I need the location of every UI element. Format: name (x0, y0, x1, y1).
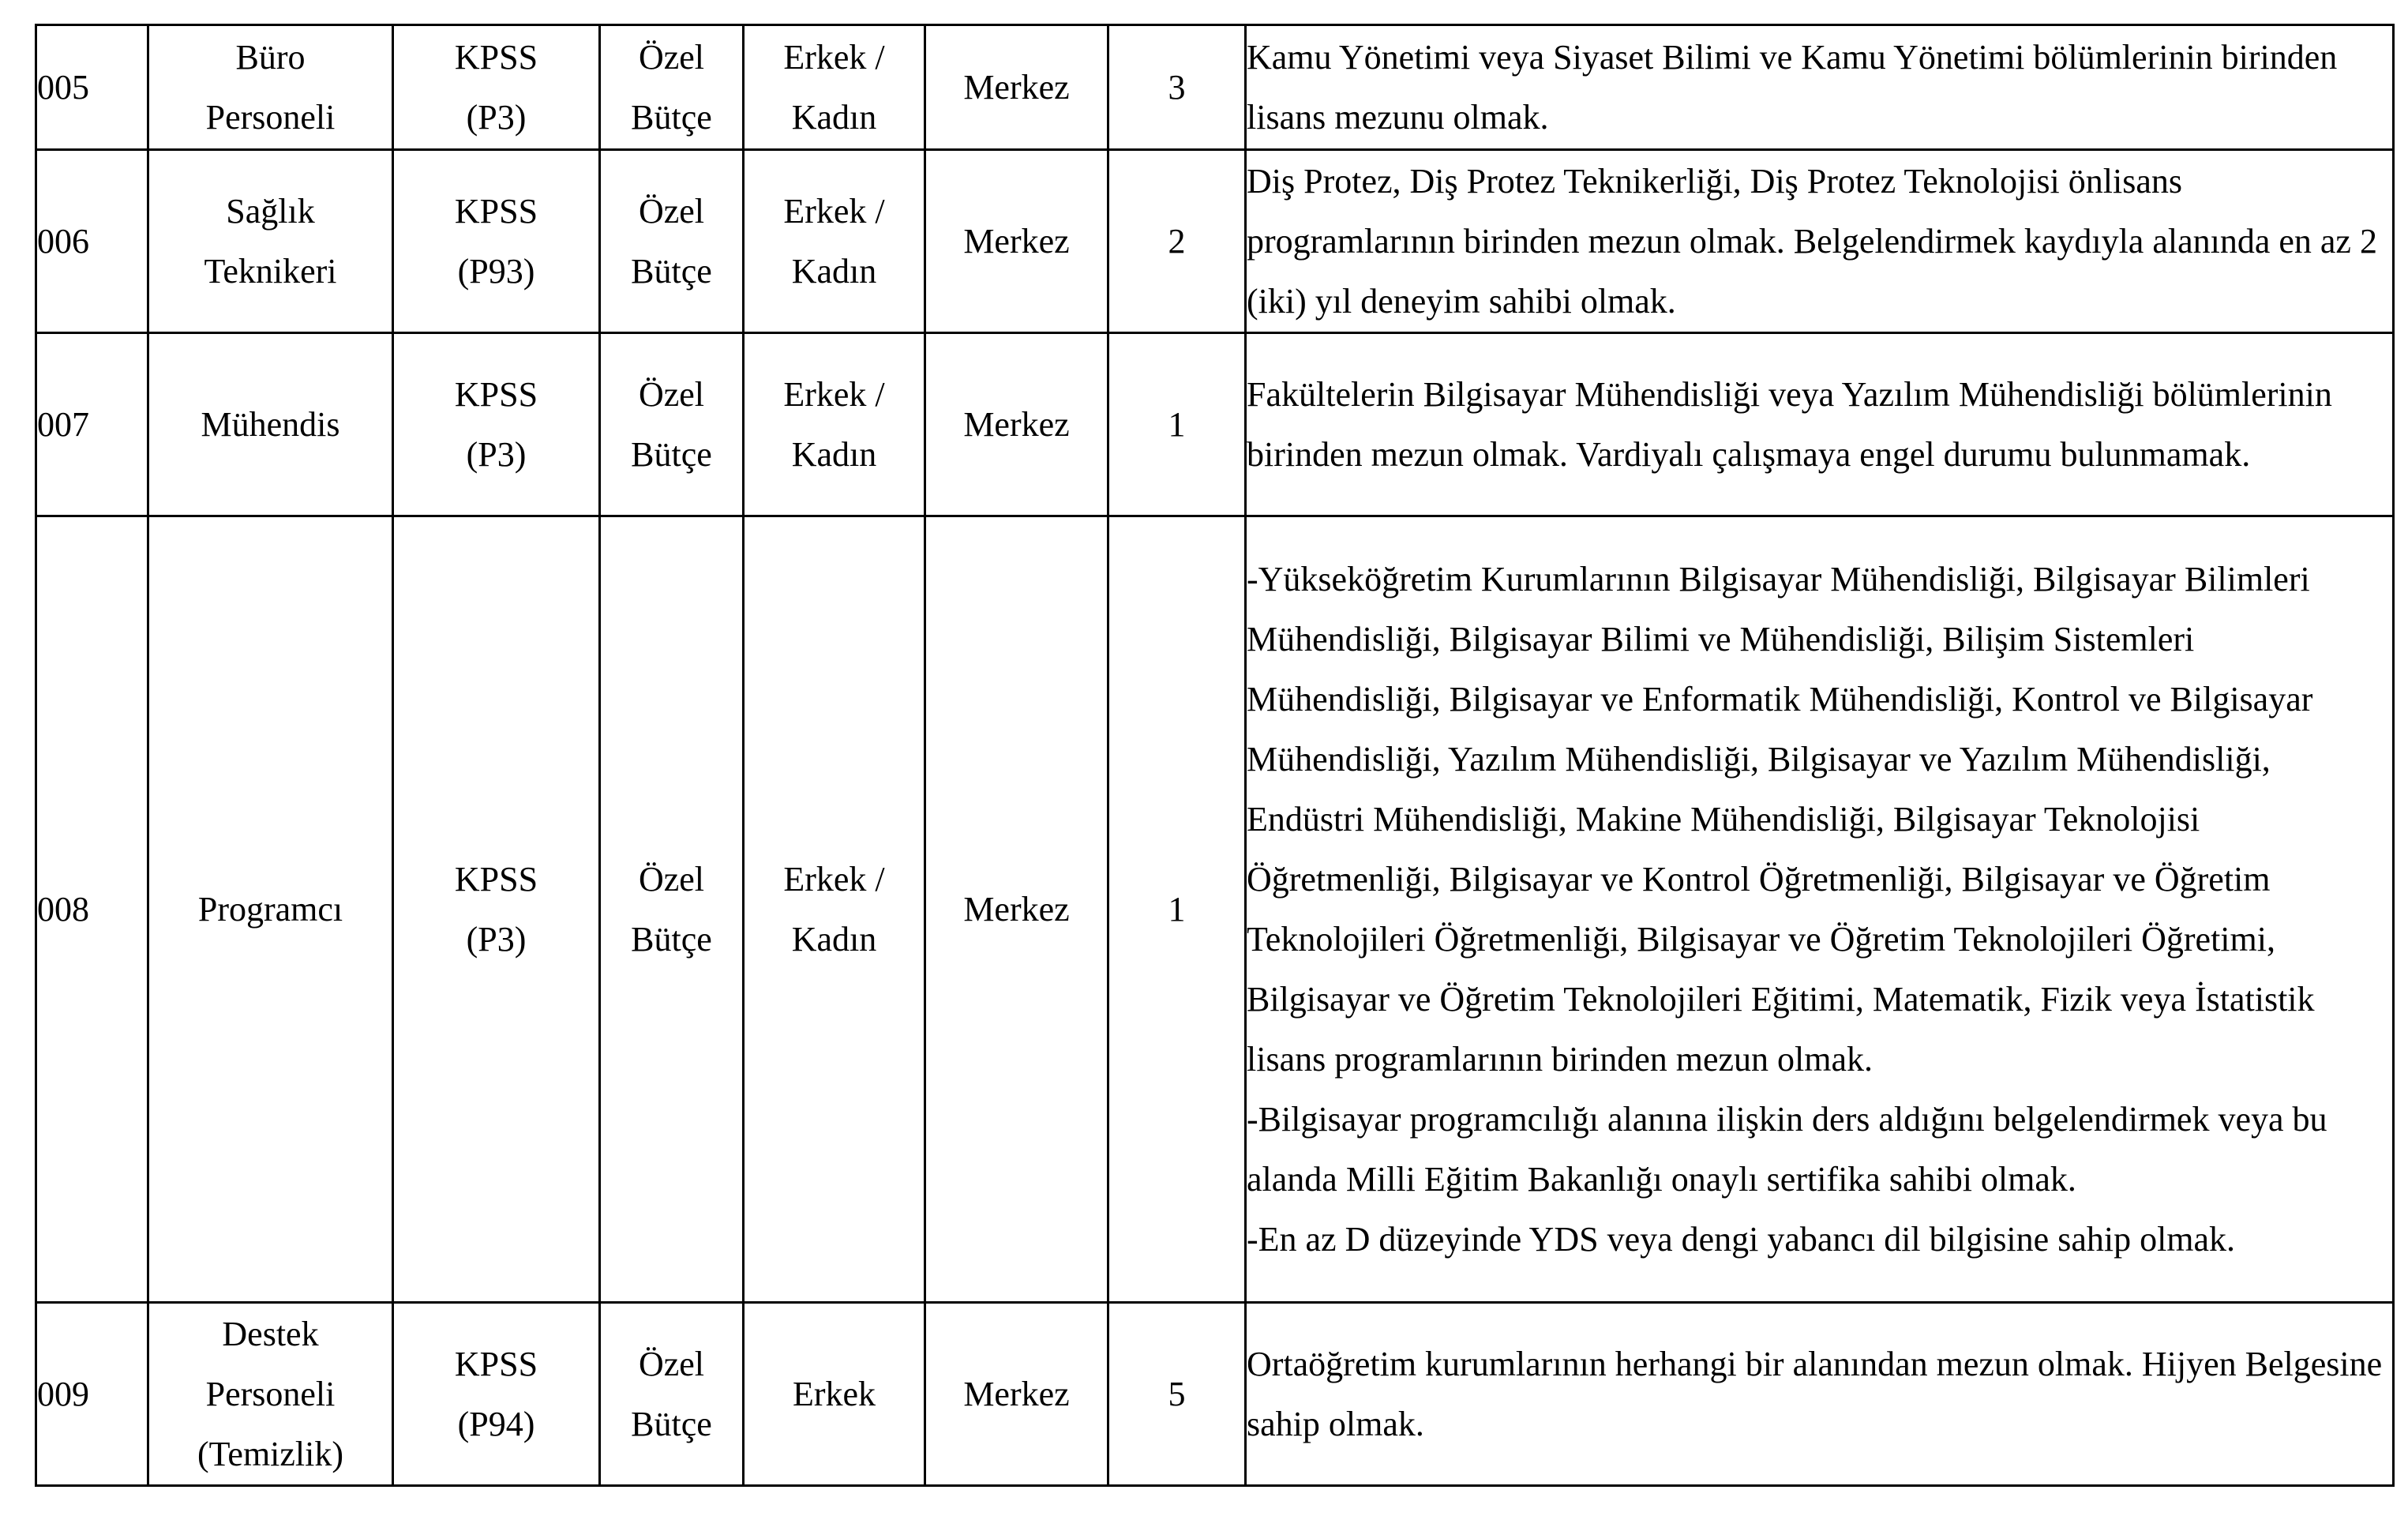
exam-type: KPSS (P3) (393, 25, 600, 150)
requirement-paragraph: Ortaöğretim kurumlarının herhangi bir alanından mezun olmak. Hijyen Belgesine sahip olmak. (1247, 1344, 2383, 1443)
requirements (1246, 25, 2394, 150)
exam-type: KPSS (P94) (393, 1303, 600, 1486)
exam-type: KPSS (P93) (393, 150, 600, 333)
location: Merkez (925, 516, 1108, 1303)
position-count: 1 (1108, 516, 1246, 1303)
budget-type: Özel Bütçe (600, 25, 744, 150)
gender: Erkek (744, 1303, 925, 1486)
location: Merkez (925, 1303, 1108, 1486)
position-title: Mühendis (148, 333, 393, 516)
position-code: 008 (36, 516, 148, 1303)
position-title: Büro Personeli (148, 25, 393, 150)
position-code: 007 (36, 333, 148, 516)
location: Merkez (925, 333, 1108, 516)
position-table (35, 24, 2395, 1487)
table-row (36, 333, 2394, 516)
position-count: 1 (1108, 333, 1246, 516)
position-title: Destek Personeli (Temizlik) (148, 1303, 393, 1486)
gender: Erkek / Kadın (744, 333, 925, 516)
position-code: 005 (36, 25, 148, 150)
table-body (36, 25, 2394, 1486)
location: Merkez (925, 150, 1108, 333)
budget-type: Özel Bütçe (600, 333, 744, 516)
requirement-paragraph: Fakültelerin Bilgisayar Mühendisliği veya Yazılım Mühendisliği bölümlerinin birinden mezun olmak. Vardiyalı çalışmaya engel durumu bulunmamak. (1247, 374, 2332, 474)
requirements (1246, 516, 2394, 1303)
table-row (36, 516, 2394, 1303)
table-row (36, 1303, 2394, 1486)
requirement-paragraph: -Yükseköğretim Kurumlarının Bilgisayar Mühendisliği, Bilgisayar Bilimleri Mühendisliği, Bilgisayar Bilimi ve Mühendisliği, Bilişim Sistemleri Mühendisliği, Bilgisayar ve Enformatik Mühendisliği, Kontrol ve Bilgisayar Mühendisliği, Yazılım Mühendisliği, Bilgisayar ve Yazılım Mühendisliği, Endüstri Mühendisliği, Makine Mühendisliği, Bilgisayar Teknolojisi Öğretmenliği, Bilgisayar ve Kontrol Öğretmenliği, Bilgisayar ve Öğretim Teknolojileri Öğretmenliği, Bilgisayar ve Öğretim Teknolojileri Öğretimi, Bilgisayar ve Öğretim Teknolojileri Eğitimi, Matematik, Fizik veya İstatistik lisans programlarının birinden mezun olmak. (1247, 559, 2315, 1079)
location: Merkez (925, 25, 1108, 150)
budget-type: Özel Bütçe (600, 150, 744, 333)
budget-type: Özel Bütçe (600, 1303, 744, 1486)
gender: Erkek / Kadın (744, 516, 925, 1303)
requirement-paragraph: -En az D düzeyinde YDS veya dengi yabancı dil bilgisine sahip olmak. (1247, 1219, 2236, 1259)
position-count: 2 (1108, 150, 1246, 333)
requirement-paragraph: Diş Protez, Diş Protez Teknikerliği, Diş Protez Teknolojisi önlisans programlarının birinden mezun olmak. Belgelendirmek kaydıyla alanında en az 2 (iki) yıl deneyim sahibi olmak. (1247, 161, 2377, 321)
requirements (1246, 333, 2394, 516)
requirements (1246, 150, 2394, 333)
position-count: 5 (1108, 1303, 1246, 1486)
requirement-paragraph: -Bilgisayar programcılığı alanına ilişkin ders aldığını belgelendirmek veya bu alanda Milli Eğitim Bakanlığı onaylı sertifika sahibi olmak. (1247, 1099, 2327, 1199)
table-row (36, 25, 2394, 150)
position-title: Sağlık Teknikeri (148, 150, 393, 333)
requirements (1246, 1303, 2394, 1486)
position-title: Programcı (148, 516, 393, 1303)
position-count: 3 (1108, 25, 1246, 150)
exam-type: KPSS (P3) (393, 333, 600, 516)
gender: Erkek / Kadın (744, 150, 925, 333)
exam-type: KPSS (P3) (393, 516, 600, 1303)
table-row (36, 150, 2394, 333)
budget-type: Özel Bütçe (600, 516, 744, 1303)
requirement-paragraph: Kamu Yönetimi veya Siyaset Bilimi ve Kamu Yönetimi bölümlerinin birinden lisans mezunu olmak. (1247, 37, 2338, 137)
position-code: 009 (36, 1303, 148, 1486)
gender: Erkek / Kadın (744, 25, 925, 150)
position-code: 006 (36, 150, 148, 333)
